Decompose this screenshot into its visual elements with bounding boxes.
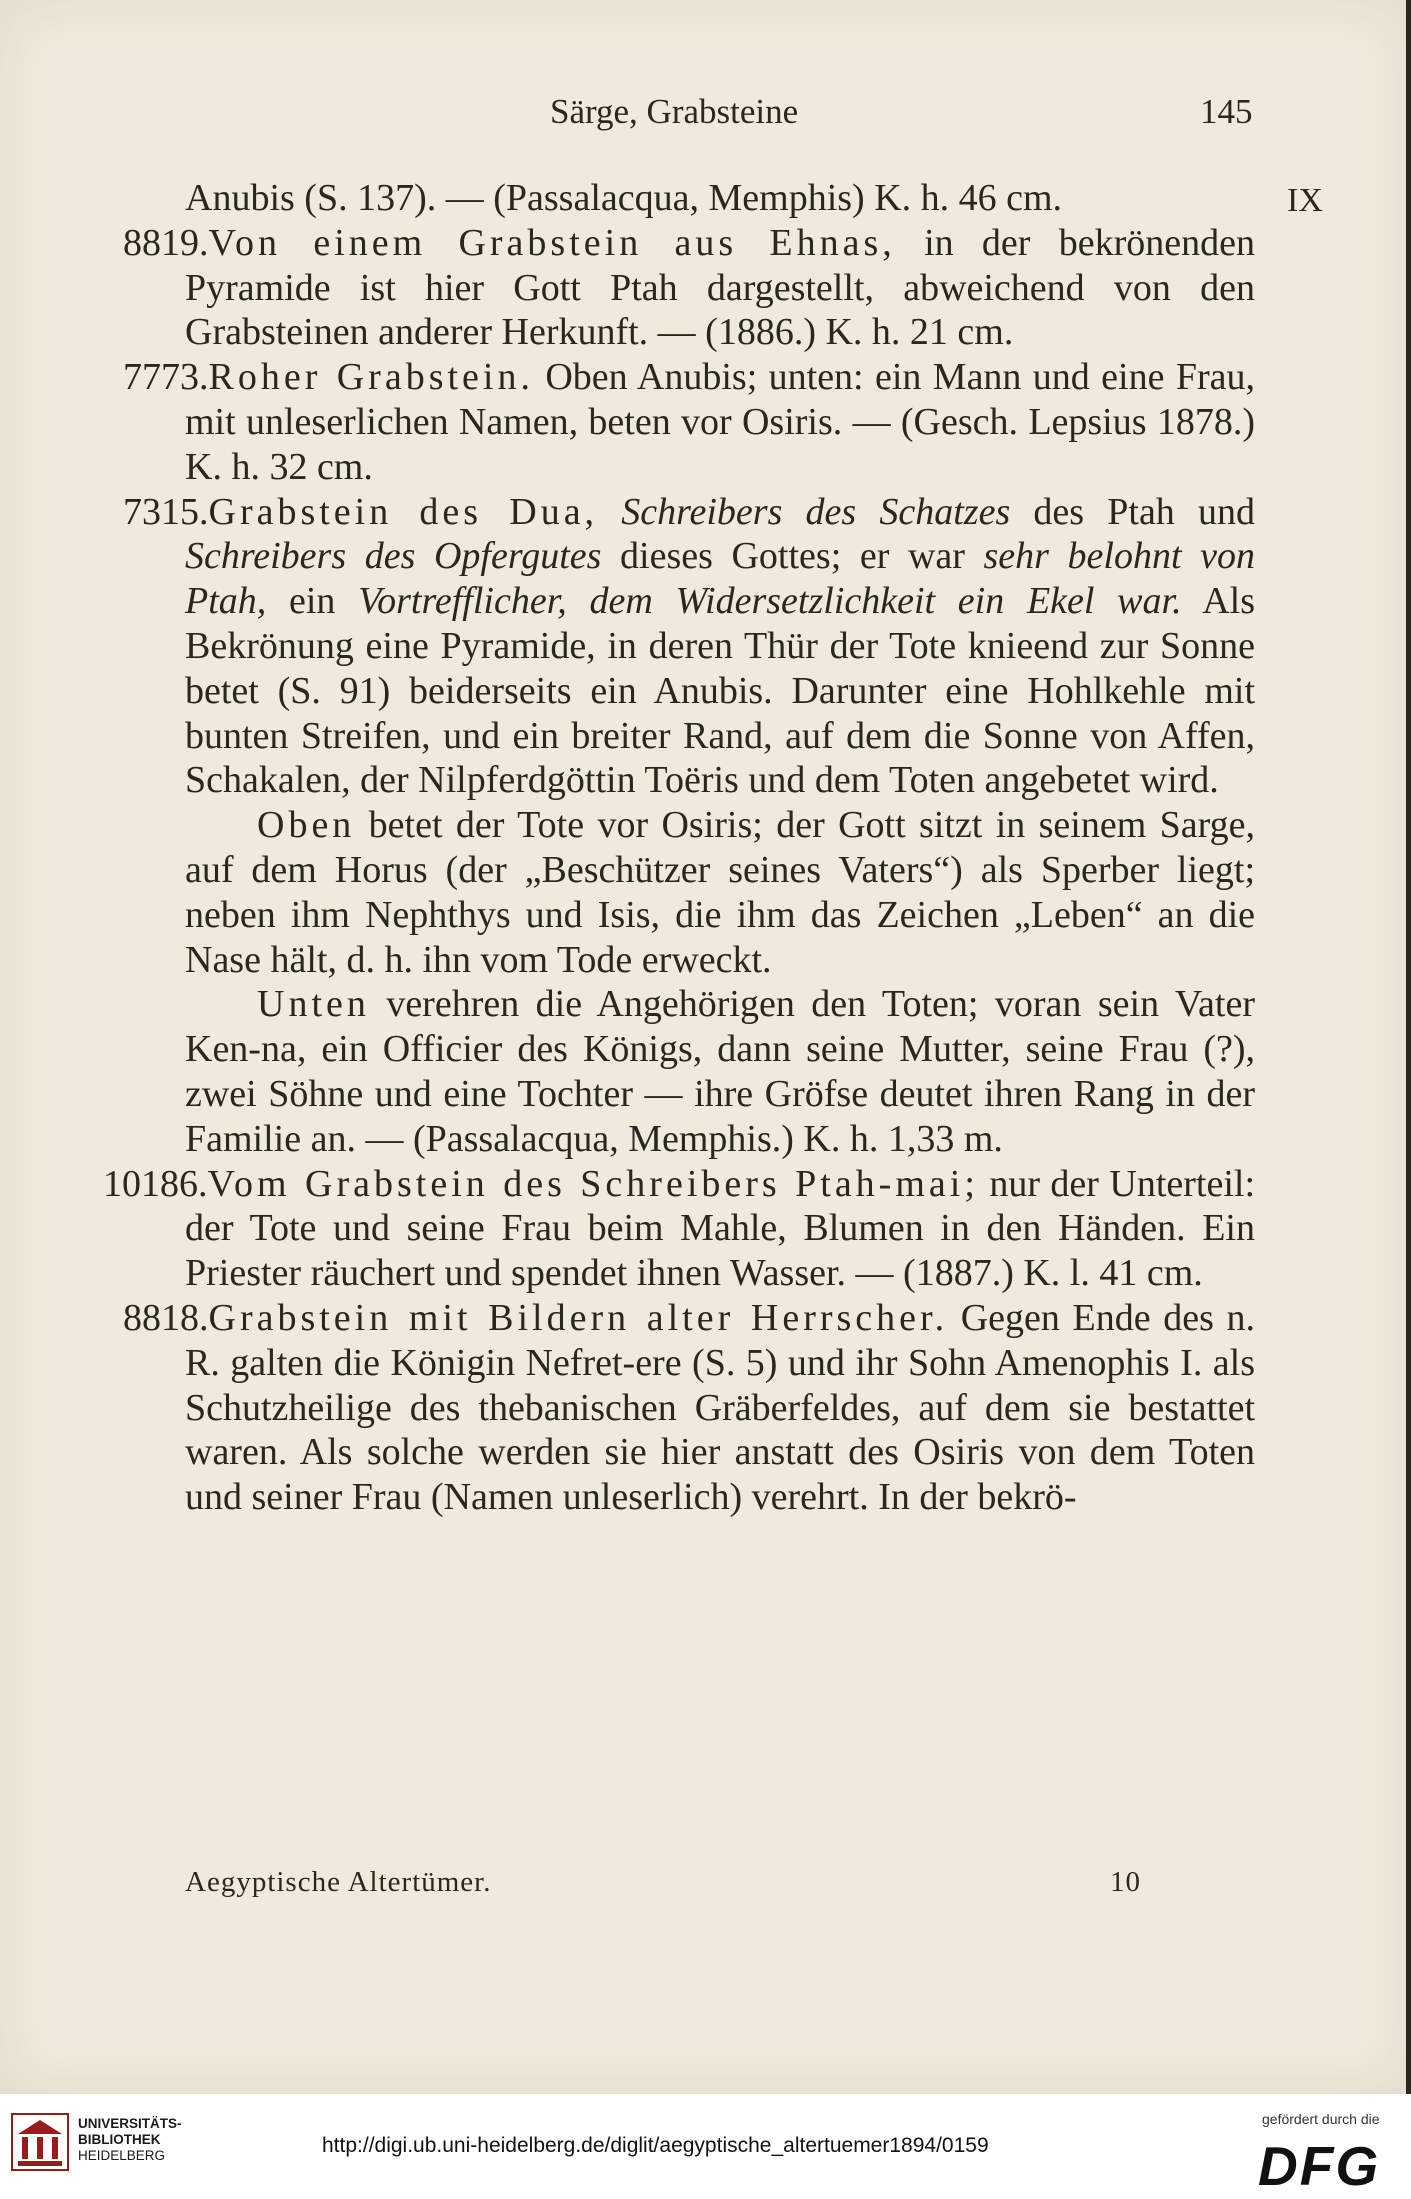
entry-text: ein [266, 580, 359, 623]
paragraph-text: betet der Tote vor Osiris; der Gott sitzt in seinem Sarge, auf dem Horus (der „Beschützer seines Vaters“) als Sperber liegt; neben ihm Nephthys und Isis, die ihm das Zeichen „Leben“ an die Nase hält, d. h. ihn vom Tode erweckt. [185, 804, 1255, 981]
entry-heading: Roher Grabstein. [208, 356, 534, 399]
entry-number: 8818. [123, 1296, 209, 1339]
paragraph-unten [185, 982, 1255, 1161]
funded-by-label: gefördert durch die [1262, 2111, 1380, 2127]
library-name-line3: HEIDELBERG [78, 2148, 166, 2163]
entry-number: 8819. [123, 221, 209, 264]
italic-text: sehr belohnt von Ptah, [185, 535, 1255, 623]
entry-heading: Grabstein des Dua, [208, 490, 599, 533]
running-head [0, 92, 1411, 142]
entry-heading: Vom Grabstein des Schreibers Ptah-mai; [207, 1162, 979, 1205]
entry-text: Als Bekrönung eine Pyramide, in deren Thür der Tote knieend zur Sonne betet (S. 91) beiderseits ein Anubis. Darunter eine Hohlkehle mit bunten Streifen, und ein breiter Rand, auf dem die Sonne von Affen, Schakalen, der Nilpferdgöttin Toëris und dem Toten angebetet wird. [185, 580, 1255, 802]
library-name-line1: UNIVERSITÄTS- [78, 2116, 182, 2131]
italic-text: Schreibers des Schatzes [598, 490, 1011, 533]
entry-text: Oben Anubis; unten: ein Mann und eine Frau, mit unleserlichen Namen, beten vor Osiris. — (Gesch. Lepsius 1878.) K. h. 32 cm. [185, 356, 1255, 488]
entry-continuation [185, 176, 1255, 221]
entry-10186 [103, 1162, 1255, 1296]
entry-text: nur der Unterteil: der Tote und seine Frau beim Mahle, Blumen in den Händen. Ein Priester räuchert und spendet ihnen Wasser. — (1887.) K. l. 41 cm. [185, 1162, 1255, 1295]
margin-note: IX [1287, 182, 1323, 219]
italic-text: Vortrefflicher, dem Widersetzlichkeit ein Ekel war. [358, 580, 1182, 623]
permalink-url[interactable]: http://digi.ub.uni-heidelberg.de/diglit/aegyptische_altertuemer1894/0159 [322, 2134, 989, 2157]
library-logo-icon[interactable] [10, 2112, 70, 2172]
paragraph-lead: Oben [257, 804, 356, 847]
entry-text: Anubis (S. 137). — (Passalacqua, Memphis) K. h. 46 cm. [185, 177, 1063, 219]
entry-number: 7773. [123, 356, 209, 399]
entry-8819 [123, 221, 1255, 355]
italic-text: Schreibers des Opfergutes [185, 535, 602, 578]
entry-number: 10186. [103, 1162, 208, 1205]
signature-mark: 10 [1110, 1866, 1141, 1898]
paragraph-oben [185, 803, 1255, 982]
signature-line [185, 1866, 1255, 1906]
entry-8818 [123, 1296, 1255, 1520]
entry-number: 7315. [123, 490, 209, 533]
entry-heading: Von einem Grabstein aus Ehnas, [208, 221, 896, 264]
entry-text: Gegen Ende des n. R. galten die Königin Nefret-ere (S. 5) und ihr Sohn Amenophis I. als Schutzheilige des thebanischen Gräberfeldes, auf dem sie bestattet waren. Als solche werden sie hier anstatt des Osiris von dem Toten und seiner Frau (Namen unleserlich) verehrt. In der bekrö- [185, 1296, 1255, 1519]
entry-7773 [123, 355, 1255, 489]
dfg-logo[interactable]: DFG [1258, 2135, 1381, 2197]
paragraph-text: verehren die Angehörigen den Toten; voran sein Vater Ken-na, ein Officier des Königs, dann seine Mutter, seine Frau (?), zwei Söhne und eine Tochter — ihre Gröfse deutet ihren Rang in der Familie an. — (Passalacqua, Memphis.) K. h. 1,33 m. [185, 983, 1255, 1160]
entry-text: des Ptah und [1010, 490, 1255, 533]
paragraph-lead: Unten [257, 983, 370, 1026]
page-edge [1406, 0, 1411, 2094]
running-head-title: Särge, Grabsteine [550, 92, 799, 131]
library-name[interactable] [78, 2116, 182, 2164]
entry-text: in der bekrönenden Pyramide ist hier Gott Ptah dargestellt, abweichend von den Grabsteinen anderer Herkunft. — (1886.) K. h. 21 cm. [185, 221, 1255, 354]
signature-title: Aegyptische Altertümer. [185, 1866, 492, 1898]
entry-7315 [123, 490, 1255, 804]
body-text [103, 176, 1255, 1520]
footer-bar [0, 2094, 1411, 2199]
entry-heading: Grabstein mit Bildern alter Herrscher. [208, 1296, 949, 1339]
library-name-line2: BIBLIOTHEK [78, 2132, 161, 2147]
entry-text: dieses Gottes; er war [601, 535, 984, 578]
page-number: 145 [1200, 92, 1253, 131]
